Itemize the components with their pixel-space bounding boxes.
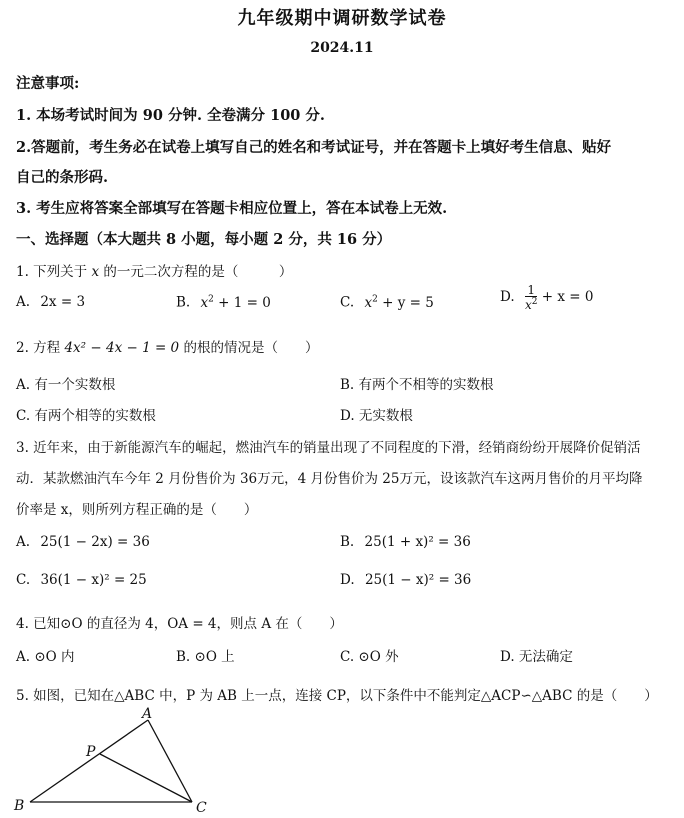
question-2-stem-b: 的根的情况是（ ） xyxy=(183,340,319,356)
segment-ac xyxy=(148,720,192,802)
label-b: B xyxy=(14,798,25,814)
segment-cp xyxy=(100,754,192,802)
math-sup: 2 xyxy=(208,294,214,304)
question-3-line-3: 价率是 x，则所列方程正确的是（ ） xyxy=(16,502,258,518)
question-3-line-1: 3. 近年来，由于新能源汽车的崛起，燃油汽车的销量出现了不同程度的下滑，经销商纷纷开展降价促销活 xyxy=(16,440,641,456)
math-var: x xyxy=(524,298,532,312)
math-rest: + 1 = 0 xyxy=(213,294,271,311)
label-c: C xyxy=(196,800,207,816)
question-1-stem-a: 1. 下列关于 xyxy=(16,264,88,280)
question-4-option-a: A. ⊙O 内 xyxy=(16,649,75,665)
option-label: B. xyxy=(176,294,191,311)
question-3-option-c xyxy=(16,572,147,588)
question-3-option-a xyxy=(16,534,150,550)
option-label: A. xyxy=(16,294,31,310)
exam-title: 九年级期中调研数学试卷 xyxy=(237,8,447,29)
section-1-heading: 一、选择题（本大题共 8 小题，每小题 2 分，共 16 分） xyxy=(16,231,392,248)
math-sup: 2 xyxy=(531,297,538,307)
question-4-stem: 4. 已知⊙O 的直径为 4，OA = 4，则点 A 在（ ） xyxy=(16,616,343,632)
option-math: 25(1 + x)² = 36 xyxy=(364,534,471,550)
option-text: 2x = 3 xyxy=(40,294,86,310)
notice-item-2-line-2: 自己的条形码. xyxy=(16,169,109,186)
question-4-option-d: D. 无法确定 xyxy=(500,649,573,665)
question-1-option-c xyxy=(340,294,434,311)
question-1-stem-var: x xyxy=(91,264,100,280)
fraction xyxy=(525,284,538,311)
notice-item-2-line-1: 2.答题前，考生务必在试卷上填写自己的姓名和考试证号，并在答题卡上填好考生信息、贴好 xyxy=(16,139,612,156)
fraction-denominator xyxy=(525,297,538,311)
question-2-equation: 4x² − 4x − 1 = 0 xyxy=(64,340,180,356)
option-math xyxy=(364,295,433,311)
option-math: 25(1 − 2x) = 36 xyxy=(40,534,150,550)
option-label: D. xyxy=(500,289,515,305)
exam-date: 2024.11 xyxy=(310,40,374,56)
option-label: D. xyxy=(340,572,355,588)
question-1-option-d xyxy=(500,284,593,311)
triangle-figure xyxy=(10,704,220,816)
math-rest: + x = 0 xyxy=(541,289,594,305)
question-2-option-d: D. 无实数根 xyxy=(340,408,413,424)
math-sup: 2 xyxy=(372,294,378,304)
question-1-stem-b: 的一元二次方程的是（ ） xyxy=(103,264,293,280)
notice-item-1: 1. 本场考试时间为 90 分钟. 全卷满分 100 分. xyxy=(16,107,325,124)
question-3-line-2: 动．某款燃油汽车今年 2 月份售价为 36万元，4 月份售价为 25万元，设该款汽车这两月售价的月平均降 xyxy=(16,471,643,487)
math-var: x xyxy=(364,294,373,311)
question-2-option-b: B. 有两个不相等的实数根 xyxy=(340,377,494,393)
option-math xyxy=(201,295,271,311)
notice-item-3: 3. 考生应将答案全部填写在答题卡相应位置上，答在本试卷上无效. xyxy=(16,200,448,217)
option-math: 25(1 − x)² = 36 xyxy=(364,572,472,588)
question-2-stem xyxy=(16,336,318,356)
question-1-stem xyxy=(16,260,292,280)
question-1-option-a xyxy=(16,294,85,310)
question-4-option-c: C. ⊙O 外 xyxy=(340,649,399,665)
option-label: C. xyxy=(340,294,355,311)
notice-heading: 注意事项: xyxy=(16,75,80,92)
label-a: A xyxy=(142,706,153,722)
option-label: B. xyxy=(340,534,355,550)
question-2-stem-a: 2. 方程 xyxy=(16,340,61,356)
label-p: P xyxy=(86,744,96,760)
question-3-option-d xyxy=(340,572,471,588)
segment-ab xyxy=(30,720,148,802)
option-math: 36(1 − x)² = 25 xyxy=(40,572,147,588)
math-var: x xyxy=(200,294,209,311)
question-2-option-c: C. 有两个相等的实数根 xyxy=(16,408,156,424)
question-3-option-b xyxy=(340,534,471,550)
math-rest: + y = 5 xyxy=(377,294,434,311)
question-2-option-a: A. 有一个实数根 xyxy=(16,377,116,393)
question-5-stem: 5. 如图，已知在△ABC 中，P 为 AB 上一点，连接 CP，以下条件中不能判定△ACP∽△ABC 的是（ ） xyxy=(16,688,658,704)
fraction-numerator: 1 xyxy=(525,284,538,297)
question-4-option-b: B. ⊙O 上 xyxy=(176,649,235,665)
option-label: A. xyxy=(16,534,31,550)
question-1-option-b xyxy=(176,294,271,311)
option-label: C. xyxy=(16,572,31,588)
